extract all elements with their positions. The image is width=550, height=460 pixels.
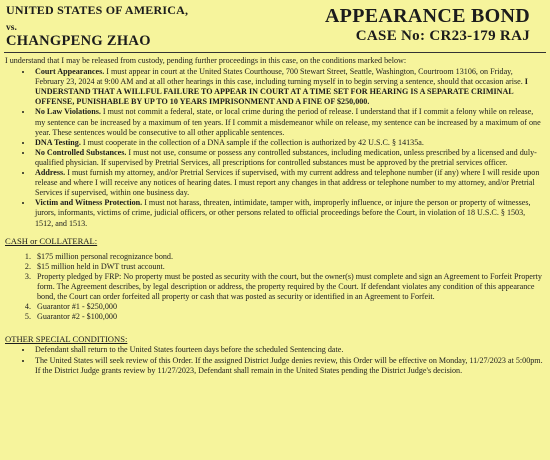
case-title: UNITED STATES OF AMERICA, xyxy=(6,3,189,17)
conditions-list xyxy=(5,67,543,229)
condition-heading: Victim and Witness Protection. xyxy=(35,198,143,208)
collateral-item: 1. $175 million personal recognizance bond. xyxy=(33,252,543,262)
condition-address xyxy=(33,168,543,198)
collateral-item: 5. Guarantor #2 - $100,000 xyxy=(33,312,543,322)
other-conditions-list xyxy=(5,345,543,375)
condition-warning: I UNDERSTAND THAT A WILLFUL FAILURE TO APPEAR IN COURT AT A TIME SET FOR HEARING IS A SEPARATE CRIMINAL OFFENSE, PUNISHABLE BY UP TO 10 YEARS IMPRISONMENT AND A FINE OF $250,000. xyxy=(35,77,528,107)
condition-no-law-violations xyxy=(33,107,543,137)
bond-header xyxy=(325,6,530,45)
condition-heading: Address. xyxy=(35,168,66,178)
case-number: CASE No: CR23-179 RAJ xyxy=(355,28,530,44)
other-conditions-heading: OTHER SPECIAL CONDITIONS: xyxy=(5,334,128,345)
condition-court-appearances xyxy=(33,67,543,107)
condition-text: I must cooperate in the collection of a DNA sample if the collection is authorized by 42 U.S.C. § 14135a. xyxy=(80,137,424,147)
bond-title: APPEARANCE BOND xyxy=(324,5,530,27)
condition-heading: No Law Violations. xyxy=(35,107,101,117)
collateral-heading: CASH or COLLATERAL: xyxy=(5,235,98,246)
collateral-item: 3. Property pledged by FRP: No property must be posted as security with the court, but the owner(s) must complete and sign an Agreement to Forfeit Property form. The Agreement describes, by legal description or address, the property required by the Court. If defendant violates any condition of this appearance bond, the Court can order forfeited all property or cash that was posted as security or identified in an Agreement to Forfeit. xyxy=(33,272,543,302)
condition-text: I must not commit a federal, state, or local crime during the period of release. I understand that if I commit a felony while on release, my sentence can be increased by a maximum of ten years. If I commit a misdemeanor while on release, my sentence can be increased by a maximum of one year. These sentences would be consecutive to all other applicable sentences. xyxy=(35,107,541,137)
other-condition-item: • The United States will seek review of this Order. If the assigned District Judge denies review, this Order will be effective on Monday, 11/27/2023 at 5:00pm. If the District Judge grants review by 11/27/2023, Defendant shall remain in the United States pending the District Judge's decision. xyxy=(33,356,543,376)
header-divider xyxy=(4,52,546,53)
condition-heading: No Controlled Substances. xyxy=(35,147,127,157)
collateral-list xyxy=(5,252,543,323)
defendant-name: CHANGPENG ZHAO xyxy=(6,33,151,49)
case-caption xyxy=(6,3,188,50)
condition-dna-testing xyxy=(33,138,543,148)
condition-victim-witness-protection xyxy=(33,198,543,228)
condition-no-controlled-substances xyxy=(33,148,543,168)
other-condition-item: • Defendant shall return to the United States fourteen days before the scheduled Sentencing date. xyxy=(33,345,543,355)
condition-text: I must not use, consume or possess any controlled substances, including medication, unless prescribed by a licensed and duly-qualified physician. If supervised by Pretrial Services, all prescriptions for controlled substances must be approved by the pretrial services officer. xyxy=(35,147,537,167)
collateral-item: 2. $15 million held in DWT trust account. xyxy=(33,262,543,272)
condition-text: I must appear in court at the United States Courthouse, 700 Stewart Street, Seattle, Washington, Courtroom 13106, on Friday, February 23, 2024 at 9:00 AM and at all other hearings in this case, including turning myself in to begin serving a sentence, should that occasion arise. xyxy=(35,67,525,87)
document-body xyxy=(5,56,543,376)
condition-heading: DNA Testing. xyxy=(35,137,81,147)
versus-label: vs. xyxy=(6,23,17,33)
condition-text: I must furnish my attorney, and/or Pretrial Services if supervised, with my current address and telephone number (if any) where I will reside upon release and where I will receive any notices of hearing dates. I must report any changes in that address or telephone number to my attorney, and/or Pretrial Services if supervised, within one business day. xyxy=(35,168,540,198)
condition-heading: Court Appearances. xyxy=(35,67,105,77)
condition-text: I must not harass, threaten, intimidate, tamper with, improperly influence, or injure the person or property of witnesses, jurors, informants, victims of crime, judicial officers, or other persons related to official proceedings before the Court, in violation of 18 U.S.C. § 1503, 1512, and 1513. xyxy=(35,198,531,228)
collateral-item: 4. Guarantor #1 - $250,000 xyxy=(33,302,543,312)
intro-paragraph: I understand that I may be released from custody, pending further proceedings in this case, on the conditions marked below: xyxy=(5,56,407,65)
